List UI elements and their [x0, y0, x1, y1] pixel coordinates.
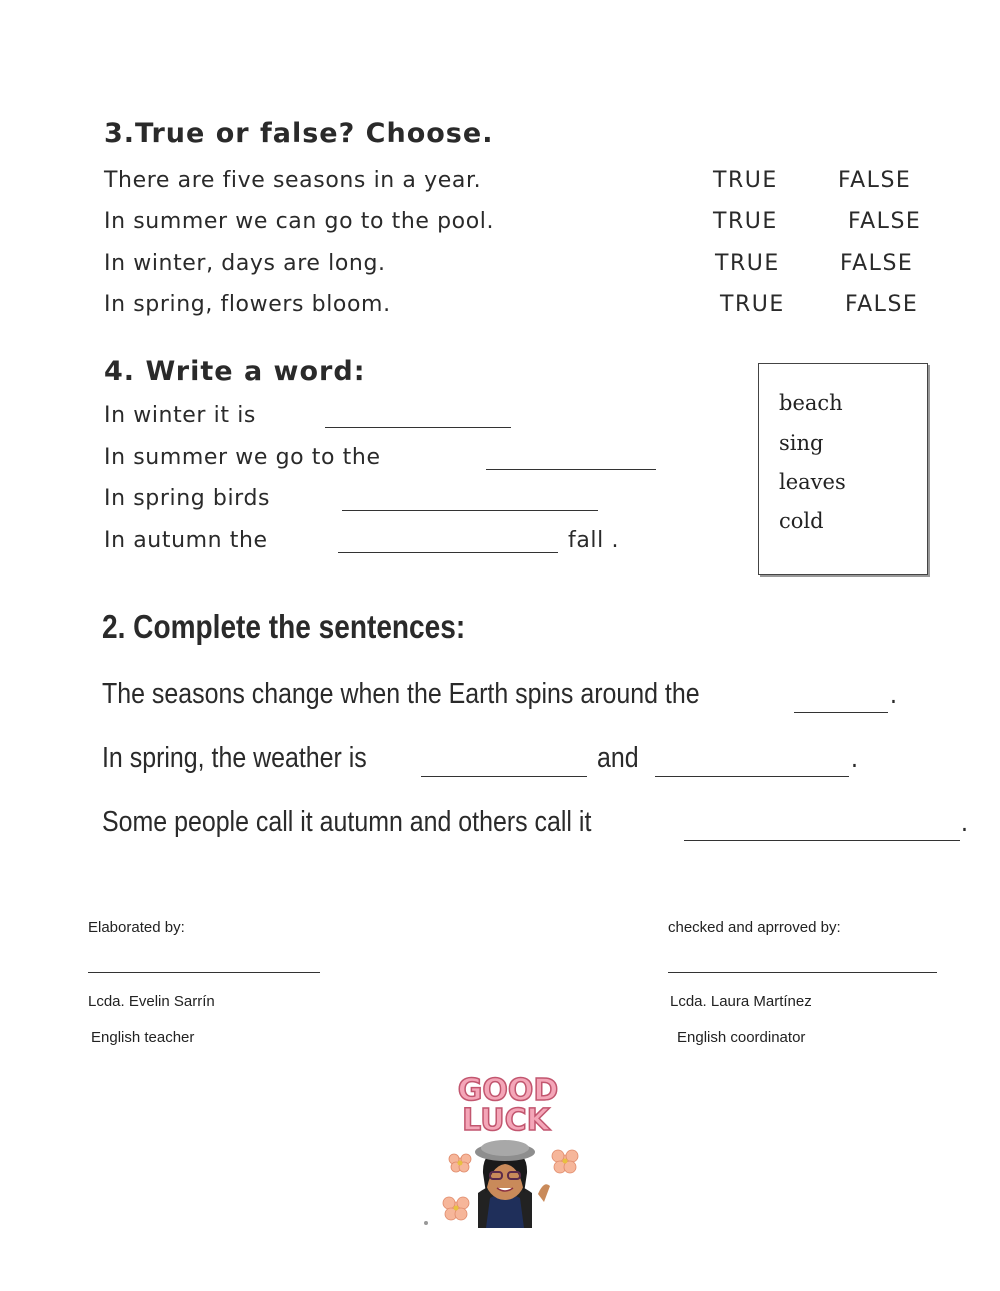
- complete-sentence-2: In spring, the weather is: [102, 742, 367, 774]
- teacher-role: English teacher: [91, 1029, 195, 1046]
- write-word-blank-1[interactable]: [325, 427, 511, 428]
- sentence-2-end: .: [851, 742, 858, 774]
- elaborated-by-label: Elaborated by:: [88, 919, 185, 936]
- complete-blank-2a[interactable]: [421, 776, 587, 777]
- true-option-1[interactable]: TRUE: [713, 168, 778, 193]
- coordinator-role: English coordinator: [677, 1029, 806, 1046]
- section-4-heading: 4. Write a word:: [104, 356, 366, 387]
- sentence-3-end: .: [961, 806, 968, 838]
- teacher-name: Lcda. Evelin Sarrín: [88, 993, 215, 1010]
- write-word-blank-3[interactable]: [342, 510, 598, 511]
- false-option-1[interactable]: FALSE: [838, 168, 912, 193]
- word-bank-box: [758, 363, 928, 575]
- elaborated-signature-line: [88, 972, 320, 973]
- complete-sentence-1: The seasons change when the Earth spins around the: [102, 678, 700, 710]
- complete-blank-3[interactable]: [684, 840, 960, 841]
- tf-statement-4: In spring, flowers bloom.: [104, 292, 391, 317]
- sentence-2-and: and: [597, 742, 639, 774]
- false-option-2[interactable]: FALSE: [848, 209, 922, 234]
- word-bank-item: leaves: [779, 470, 846, 494]
- complete-blank-2b[interactable]: [655, 776, 849, 777]
- section-3-heading: 3.True or false? Choose.: [104, 118, 494, 149]
- write-word-prompt-4: In autumn the: [104, 528, 268, 553]
- true-option-4[interactable]: TRUE: [720, 292, 785, 317]
- tf-statement-3: In winter, days are long.: [104, 251, 386, 276]
- complete-sentence-3: Some people call it autumn and others call it: [102, 806, 592, 838]
- word-bank-item: cold: [779, 509, 824, 533]
- true-option-3[interactable]: TRUE: [715, 251, 780, 276]
- complete-blank-1[interactable]: [794, 712, 888, 713]
- avatar-icon: [475, 1140, 550, 1228]
- write-word-suffix-4: fall .: [568, 528, 620, 553]
- good-luck-sticker: [420, 1068, 590, 1230]
- sentence-1-end: .: [890, 678, 897, 710]
- luck-text: LUCK: [462, 1103, 550, 1138]
- false-option-3[interactable]: FALSE: [840, 251, 914, 276]
- tf-statement-1: There are five seasons in a year.: [104, 168, 482, 193]
- approved-by-label: checked and aprroved by:: [668, 919, 841, 936]
- approved-signature-line: [668, 972, 937, 973]
- write-word-prompt-3: In spring birds: [104, 486, 271, 511]
- write-word-blank-2[interactable]: [486, 469, 656, 470]
- false-option-4[interactable]: FALSE: [845, 292, 919, 317]
- good-text: GOOD: [457, 1073, 559, 1108]
- coordinator-name: Lcda. Laura Martínez: [670, 993, 812, 1010]
- write-word-prompt-1: In winter it is: [104, 403, 256, 428]
- word-bank-item: sing: [779, 431, 824, 455]
- section-2-heading: 2. Complete the sentences:: [102, 608, 466, 645]
- true-option-2[interactable]: TRUE: [713, 209, 778, 234]
- write-word-blank-4[interactable]: [338, 552, 558, 553]
- word-bank-item: beach: [779, 391, 843, 415]
- tf-statement-2: In summer we can go to the pool.: [104, 209, 495, 234]
- write-word-prompt-2: In summer we go to the: [104, 445, 381, 470]
